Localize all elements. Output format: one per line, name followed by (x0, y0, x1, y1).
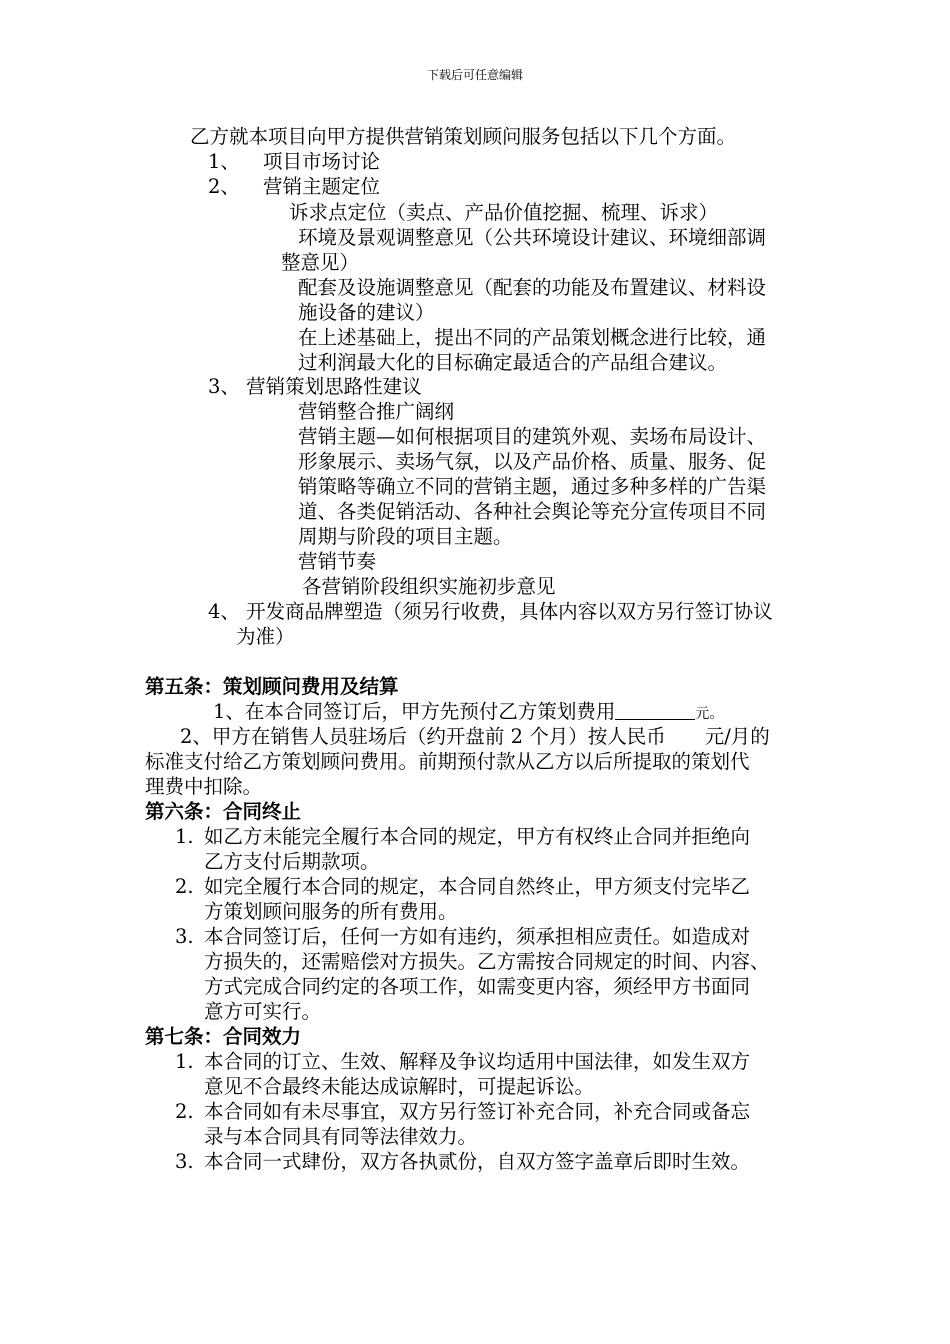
section-2-number: 2、 (208, 175, 240, 198)
section-4-line: 4、 开发商品牌塑造（须另行收费，具体内容以双方另行签订协议 (208, 600, 773, 623)
article-7-item-line: 意见不合最终未能达成谅解时，可提起诉讼。 (204, 1075, 595, 1098)
section-3-line: 各营销阶段组织实施初步意见 (302, 575, 556, 598)
section-3-line: 营销节奏 (298, 550, 377, 573)
section-1-title: 项目市场讨论 (263, 150, 381, 173)
clause-1-text: 1、在本合同签订后，甲方先预付乙方策划费用 (213, 700, 616, 723)
section-2-line: 过利润最大化的目标确定最适合的产品组合建议。 (298, 351, 728, 374)
article-6-item-line: 如完全履行本合同的规定，本合同自然终止，甲方须支付完毕乙 (204, 875, 751, 898)
intro-paragraph: 乙方就本项目向甲方提供营销策划顾问服务包括以下几个方面。 (190, 125, 737, 148)
article-6-item-line: 意方可实行。 (204, 1000, 322, 1023)
section-3-line: 销策略等确立不同的营销主题，通过多种多样的广告渠 (298, 475, 767, 498)
article-6-item-number: 3. (175, 925, 194, 948)
article-6-item-line: 乙方支付后期款项。 (204, 850, 380, 873)
article-5-clause-2-cont: 标准支付给乙方策划顾问费用。前期预付款从乙方以后所提取的策划代 (145, 750, 750, 773)
section-3-heading: 3、 营销策划思路性建议 (208, 375, 422, 398)
article-5-clause-2-cont: 理费中扣除。 (145, 775, 263, 798)
section-3-line: 营销主题—如何根据项目的建筑外观、卖场布局设计、 (298, 425, 767, 448)
header-note: 下载后可任意编辑 (426, 68, 523, 82)
article-6-item-number: 2. (175, 875, 194, 898)
section-3-line: 周期与阶段的项目主题。 (298, 525, 513, 548)
section-2-line: 配套及设施调整意见（配套的功能及布置建议、材料设 (298, 276, 767, 299)
article-7-item-line: 本合同的订立、生效、解释及争议均适用中国法律，如发生双方 (204, 1050, 751, 1073)
section-3-line: 营销整合推广阔纲 (298, 400, 455, 423)
article-6-item-line: 方策划顾问服务的所有费用。 (204, 900, 458, 923)
section-2-line: 整意见） (281, 251, 360, 274)
section-2-line: 施设备的建议） (298, 301, 435, 324)
article-6-item-line: 方损失的，还需赔偿对方损失。乙方需按合同规定的时间、内容、 (204, 950, 770, 973)
article-7-item-number: 3. (175, 1150, 194, 1173)
section-3-line: 道、各类促销活动、各种社会舆论等充分宣传项目不同 (298, 500, 767, 523)
article-6-title: 第六条：合同终止 (145, 800, 302, 823)
article-7-item-number: 2. (175, 1100, 194, 1123)
article-6-item-line: 方式完成合同约定的各项工作，如需变更内容，须经甲方书面同 (204, 975, 751, 998)
section-4-line: 为准） (236, 625, 295, 648)
fee-blank (615, 701, 695, 720)
article-5-clause-2: 2、甲方在销售人员驻场后（约开盘前 2 个月）按人民币 元/月的 (180, 725, 770, 748)
article-7-item-line: 录与本合同具有同等法律效力。 (204, 1125, 478, 1148)
article-5-title: 第五条：策划顾问费用及结算 (145, 675, 399, 698)
article-7-item-line: 本合同一式肆份，双方各执贰份，自双方签字盖章后即时生效。 (204, 1150, 751, 1173)
section-1-number: 1、 (208, 150, 240, 173)
article-7-item-line: 本合同如有未尽事宜，双方另行签订补充合同，补充合同或备忘 (204, 1100, 751, 1123)
article-6-item-number: 1. (175, 825, 194, 848)
section-2-line: 诉求点定位（卖点、产品价值挖掘、梳理、诉求） (289, 201, 719, 224)
article-6-item-line: 如乙方未能完全履行本合同的规定，甲方有权终止合同并拒绝向 (204, 825, 751, 848)
section-2-line: 在上述基础上，提出不同的产品策划概念进行比较，通 (298, 326, 767, 349)
article-7-title: 第七条：合同效力 (145, 1025, 302, 1048)
section-3-line: 形象展示、卖场气氛，以及产品价格、质量、服务、促 (298, 450, 767, 473)
article-5-clause-1 (213, 699, 723, 727)
article-6-item-line: 本合同签订后，任何一方如有违约，须承担相应责任。如造成对 (204, 925, 751, 948)
section-2-title: 营销主题定位 (263, 175, 381, 198)
section-2-line: 环境及景观调整意见（公共环境设计建议、环境细部调 (298, 226, 767, 249)
article-7-item-number: 1. (175, 1050, 194, 1073)
currency-unit: 元。 (695, 706, 724, 722)
